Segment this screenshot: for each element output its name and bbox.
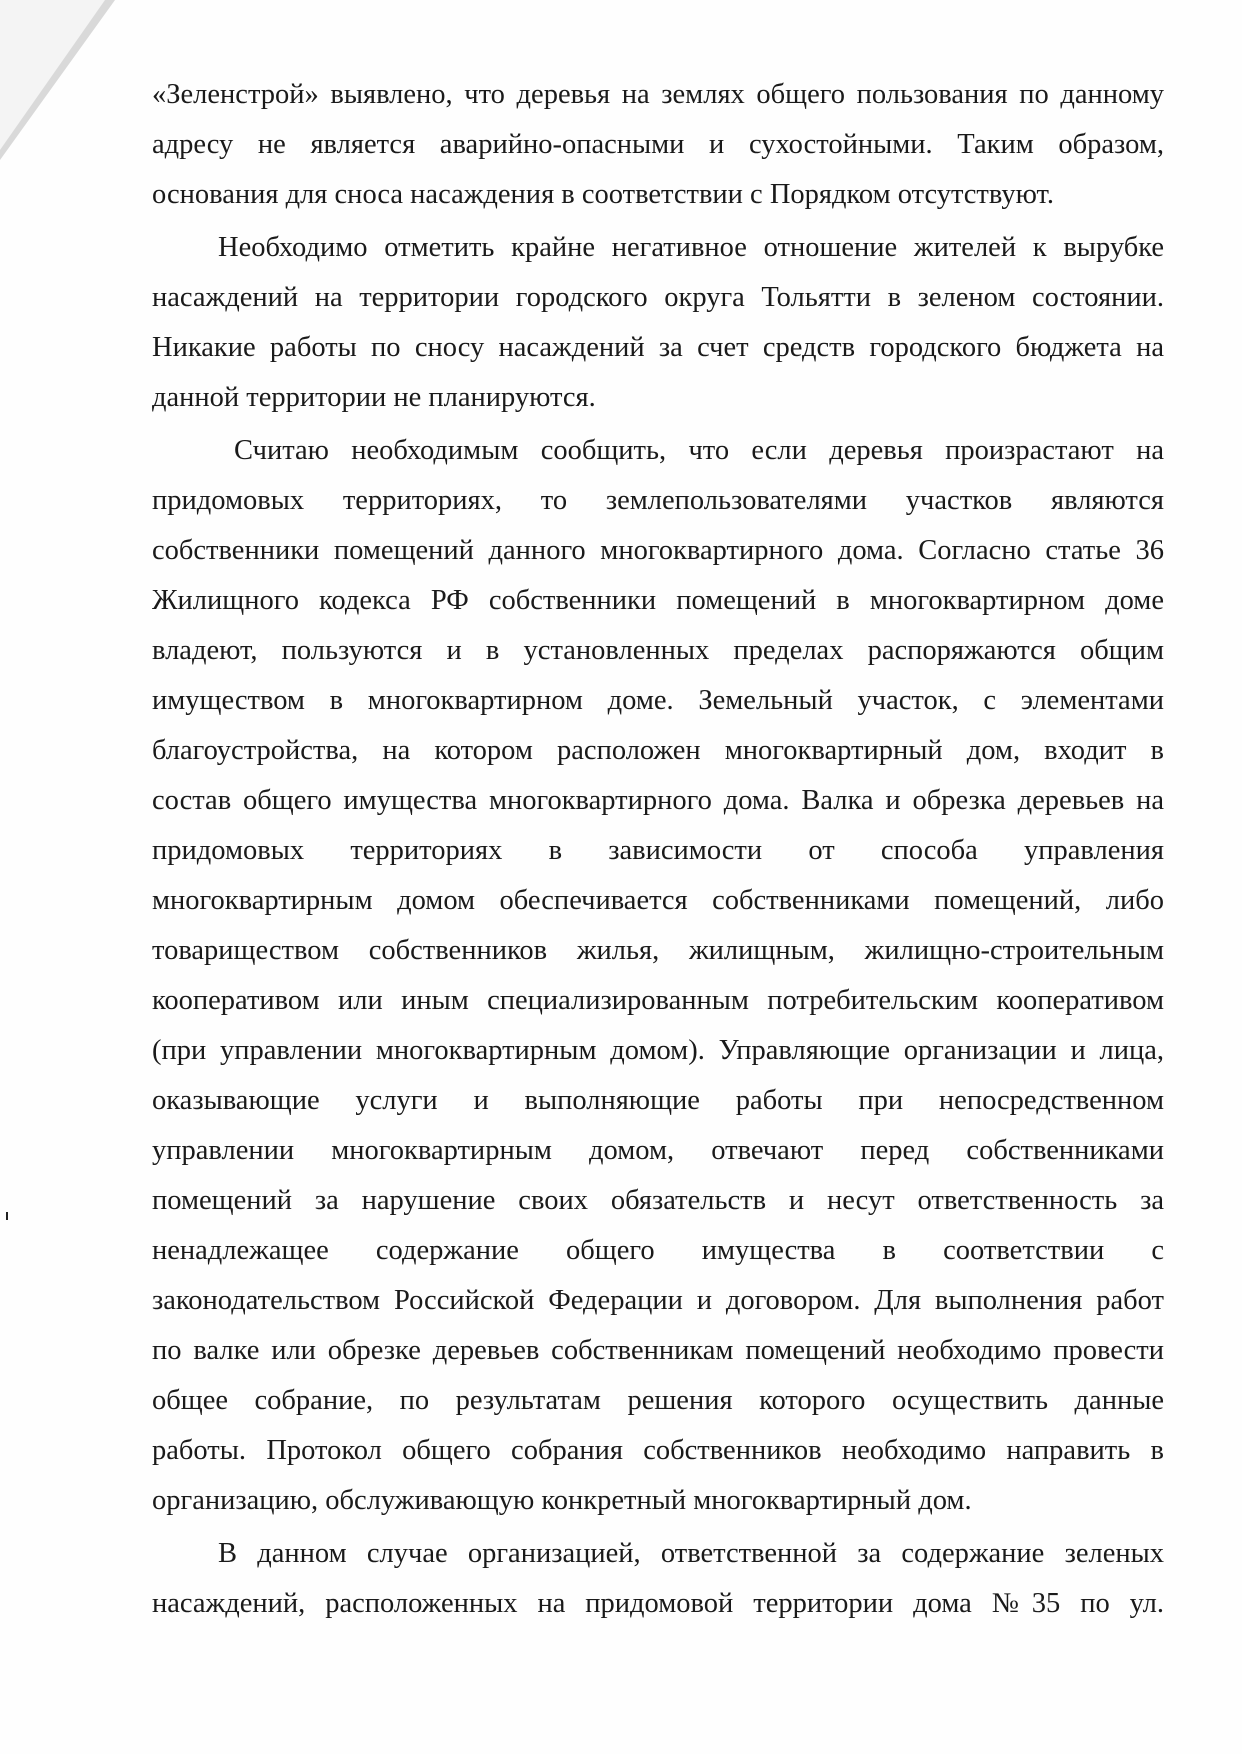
- text-line: (при управлении многоквартирным домом). Управляющие организации и лица,: [152, 1035, 1164, 1066]
- text-line: благоустройства, на котором расположен многоквартирный дом, входит в: [152, 735, 1164, 766]
- text-line: состав общего имущества многоквартирного дома. Валка и обрезка деревьев на: [152, 785, 1164, 816]
- text-line: ненадлежащее содержание общего имущества в соответствии с: [152, 1235, 1164, 1266]
- text-line: законодательством Российской Федерации и договором. Для выполнения работ: [152, 1285, 1164, 1316]
- text-line: помещений за нарушение своих обязательств и несут ответственность за: [152, 1185, 1164, 1216]
- text-line: насаждений на территории городского округа Тольятти в зеленом состоянии.: [152, 282, 1164, 313]
- text-line: «Зеленстрой» выявлено, что деревья на землях общего пользования по данному: [152, 79, 1164, 110]
- scan-margin-mark: [6, 1212, 8, 1220]
- text-line: Считаю необходимым сообщить, что если деревья произрастают на: [234, 435, 1164, 466]
- paragraph: [152, 426, 1164, 1526]
- text-line: Никакие работы по сносу насаждений за счет средств городского бюджета на: [152, 332, 1164, 363]
- text-line: данной территории не планируются.: [152, 382, 596, 413]
- text-line: имуществом в многоквартирном доме. Земельный участок, с элементами: [152, 685, 1164, 716]
- paragraph: [152, 1529, 1164, 1629]
- text-line: работы. Протокол общего собрания собственников необходимо направить в: [152, 1435, 1164, 1466]
- text-line: придомовых территориях, то землепользователями участков являются: [152, 485, 1164, 516]
- text-line: кооперативом или иным специализированным потребительским кооперативом: [152, 985, 1164, 1016]
- document-body: [152, 70, 1164, 1629]
- text-line: оказывающие услуги и выполняющие работы при непосредственном: [152, 1085, 1164, 1116]
- text-line: Необходимо отметить крайне негативное отношение жителей к вырубке: [218, 232, 1164, 263]
- text-line: основания для сноса насаждения в соответствии с Порядком отсутствуют.: [152, 179, 1054, 210]
- text-line: собственники помещений данного многоквартирного дома. Согласно статье 36: [152, 535, 1164, 566]
- text-line: общее собрание, по результатам решения которого осуществить данные: [152, 1385, 1164, 1416]
- text-line: многоквартирным домом обеспечивается собственниками помещений, либо: [152, 885, 1164, 916]
- paragraph: [152, 223, 1164, 423]
- paragraph: [152, 70, 1164, 220]
- text-line: владеют, пользуются и в установленных пределах распоряжаются общим: [152, 635, 1164, 666]
- text-line: управлении многоквартирным домом, отвечают перед собственниками: [152, 1135, 1164, 1166]
- text-line: придомовых территориях в зависимости от способа управления: [152, 835, 1164, 866]
- text-line: Жилищного кодекса РФ собственники помещений в многоквартирном доме: [152, 585, 1164, 616]
- text-line: по валке или обрезке деревьев собственникам помещений необходимо провести: [152, 1335, 1164, 1366]
- text-line: адресу не является аварийно-опасными и сухостойными. Таким образом,: [152, 129, 1164, 160]
- text-line: организацию, обслуживающую конкретный многоквартирный дом.: [152, 1485, 972, 1516]
- page-corner-fold: [0, 0, 105, 150]
- text-line: товариществом собственников жилья, жилищным, жилищно-строительным: [152, 935, 1164, 966]
- text-line: насаждений, расположенных на придомовой территории дома №35 по ул.: [152, 1588, 1164, 1619]
- text-line: В данном случае организацией, ответственной за содержание зеленых: [218, 1538, 1164, 1569]
